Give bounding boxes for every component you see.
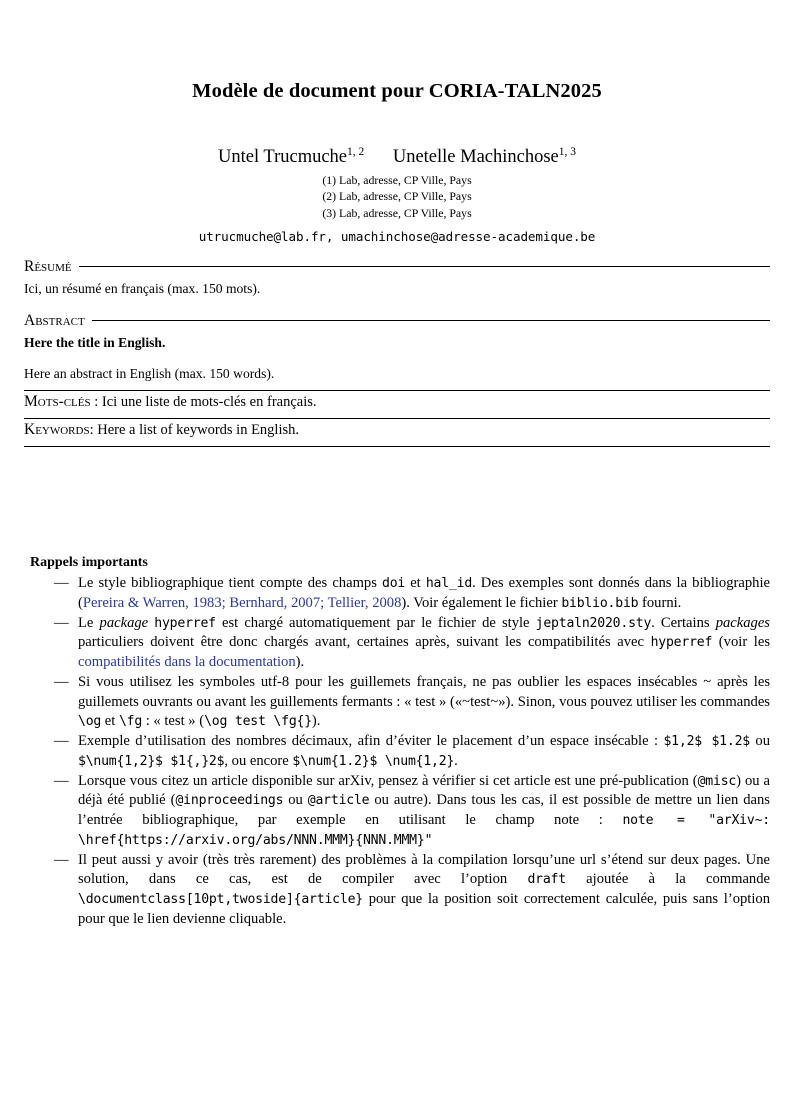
resume-text: Ici, un résumé en français (max. 150 mots). [24, 280, 261, 296]
author-1-name: Untel Trucmuche [218, 147, 348, 168]
body-text: Le [78, 614, 100, 631]
body-text: ). Voir également le fichier [401, 594, 562, 611]
abstract-english-title: Here the title in English. [24, 334, 166, 350]
inline-code: @misc [697, 773, 737, 789]
inline-code: $1,2$ $1.2$ [663, 734, 750, 750]
inline-code: note = "arXiv~: \href{https://arxiv.org/abs/NNN.MMM}{NNN.MMM}" [78, 813, 770, 848]
body-text: ) ou a déjà été publié ( [78, 772, 770, 809]
dash-bullet-icon: — [54, 733, 69, 750]
inline-code: @article [307, 793, 370, 809]
page-title: Modèle de document pour CORIA-TALN2025 [192, 80, 602, 102]
body-text: est chargé automatiquement par le fichier de style [215, 614, 536, 631]
abstract-block [24, 312, 770, 391]
inline-code: $\num{1,2}$ $1{,}2$ [78, 753, 225, 769]
resume-heading-row [24, 258, 770, 276]
list-item [24, 673, 770, 732]
motscles-rule [24, 418, 770, 419]
body-text: Exemple d’utilisation des nombres décimaux, afin d’éviter le placement d’un espace insécable : [78, 733, 664, 750]
author-2 [393, 146, 576, 168]
author-emails: utrucmuche@lab.fr, umachinchose@adresse-academique.be [198, 228, 596, 244]
inline-code: $\num{1.2}$ \num{1,2} [292, 753, 455, 769]
body-text: ). [295, 654, 305, 671]
list-item [24, 772, 770, 851]
list-item [24, 614, 770, 673]
body-text: particuliers doivent être donc chargés avant, certaines après, suivant les compatibilités avec [78, 634, 651, 651]
list-item [24, 732, 770, 772]
citation-separator: ; [320, 594, 328, 611]
emphasis-text: package [99, 614, 149, 631]
inline-code: \documentclass[10pt,twoside]{article} [78, 892, 363, 908]
abstract-bottom-rule [24, 390, 770, 391]
emphasis-text: packages [715, 614, 770, 631]
motscles-line [24, 393, 770, 411]
body-text: ou autre). Dans tous les cas, il est possible de mettre un lien dans l’entrée bibliographique, par exemple en utilisant le champ note : [78, 792, 770, 829]
body-text: Le style bibliographique tient compte des champs [78, 574, 382, 591]
affiliation-2: (2) Lab, adresse, CP Ville, Pays [322, 189, 472, 204]
body-text: et [405, 574, 426, 591]
affiliations [24, 172, 770, 221]
section-heading: Rappels importants [30, 554, 148, 570]
body-text: . [454, 752, 458, 769]
inline-code: doi [382, 575, 406, 591]
author-2-affil-marker: 1, 3 [558, 146, 576, 158]
citation-link[interactable]: Tellier, 2008 [327, 594, 402, 611]
author-1-affil-marker: 1, 2 [347, 146, 365, 158]
resume-block [24, 258, 770, 298]
author-2-name: Unetelle Machinchose [392, 147, 559, 168]
inline-code: jeptaln2020.sty [535, 615, 652, 631]
body-text: . Certains [651, 614, 716, 631]
body-text: , ou encore [224, 752, 293, 769]
keywords-line [24, 421, 770, 439]
body-text: ). [311, 713, 321, 730]
motscles-heading: Mots-clés [24, 392, 91, 410]
inline-code: hyperref [650, 635, 713, 651]
author-1 [218, 146, 364, 168]
inline-code: draft [527, 872, 566, 888]
dash-bullet-icon: — [54, 673, 69, 690]
dash-bullet-icon: — [54, 574, 69, 591]
inline-code: @inproceedings [175, 793, 284, 809]
citation-link[interactable]: Pereira & Warren, 1983 [82, 594, 222, 611]
citation-separator: ; [221, 594, 230, 611]
inline-code: hyperref [154, 615, 216, 631]
body-text: Il peut aussi y avoir (très très rarement) des problèmes à la compilation lorsqu’une url s’étend sur deux pages. Une solution, dans ce cas, est de compiler avec l’option [78, 851, 770, 888]
heading-rule [79, 266, 770, 267]
abstract-heading-row [24, 312, 770, 330]
body-text: fourni. [638, 594, 682, 611]
heading-rule [92, 320, 770, 321]
keywords-text: : Here a list of keywords in English. [89, 421, 300, 438]
keywords-rule [24, 446, 770, 447]
author-list [24, 146, 770, 168]
body-text: ou [283, 792, 308, 809]
citation-link[interactable]: Bernhard, 2007 [229, 594, 321, 611]
resume-heading: Résumé [24, 257, 72, 275]
paper-content [24, 60, 770, 930]
dash-bullet-icon: — [54, 851, 69, 868]
body-text: . Des exemples sont donnés dans la bibliographie ( [78, 574, 770, 611]
body-text: Lorsque vous citez un article disponible sur arXiv, pensez à vérifier si cet article est une pré-publication ( [78, 772, 698, 789]
body-text: et [101, 713, 119, 730]
body-text: ajoutée à la commande [565, 871, 770, 888]
body-text: Si vous utilisez les symboles utf-8 pour les guillemets français, ne pas oublier les espaces insécables ~ après les guillemets ouvrants ou avant les guillements fermants : « test » («~test~»). Sinon, vous pouvez utiliser les commandes [78, 673, 770, 710]
list-item [24, 851, 770, 930]
inline-code: \og [78, 714, 102, 730]
inline-code: \og test \fg{} [204, 714, 312, 730]
body-text: : « test » ( [142, 713, 205, 730]
documentation-link[interactable]: compatibilités dans la documentation [78, 654, 296, 671]
body-text: (voir les [712, 634, 770, 651]
abstract-heading: Abstract [24, 311, 85, 329]
abstract-text: Here an abstract in English (max. 150 words). [24, 366, 275, 382]
motscles-text: : Ici une liste de mots-clés en français. [90, 393, 317, 410]
dash-bullet-icon: — [54, 614, 69, 631]
inline-code: hal_id [425, 575, 473, 591]
body-text: pour que la position soit correctement calculée, puis sans l’option pour que le lien devienne cliquable. [78, 891, 770, 927]
keywords-heading: Keywords [24, 420, 90, 438]
section-rappels [24, 555, 770, 930]
body-text: ou [749, 733, 770, 750]
affiliation-3: (3) Lab, adresse, CP Ville, Pays [322, 205, 472, 220]
inline-code: biblio.bib [561, 595, 639, 611]
rappels-list [24, 574, 770, 930]
affiliation-1: (1) Lab, adresse, CP Ville, Pays [322, 173, 472, 188]
inline-code: \fg [118, 714, 143, 730]
dash-bullet-icon: — [54, 772, 69, 789]
list-item [24, 574, 770, 614]
